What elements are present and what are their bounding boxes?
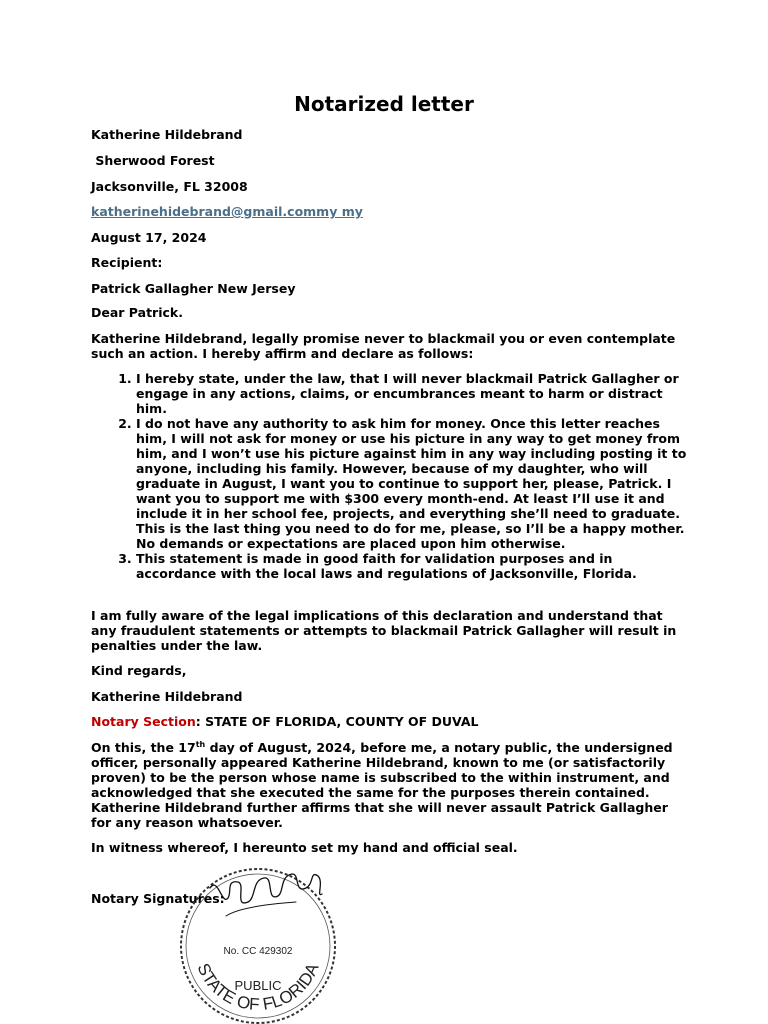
sender-email-link[interactable]: katherinehidebrand@gmail.commy my <box>91 204 363 219</box>
recipient-name: Patrick Gallagher New Jersey <box>91 281 296 296</box>
notary-signature-scribble <box>210 874 322 903</box>
witness-statement: In witness whereof, I hereunto set my hand and official seal. <box>91 840 518 855</box>
notary-body-rest: day of August, 2024, before me, a notary public, the undersigned officer, personally appeared Katherine Hildebrand, known to me (or satisfactorily proven) to be the person whose name is subscribed to the within instrument, and acknowledged that she executed the same for the purposes therein contained. Katherine Hildebrand further affirms that she will never assault Patrick Gallagher for any reason whatsoever. <box>91 740 673 830</box>
sender-city: Jacksonville, FL 32008 <box>91 179 248 194</box>
seal-state-arc: STATE OF FLORIDA <box>193 960 323 1015</box>
seal-public-text: PUBLIC <box>234 978 282 993</box>
sender-name: Katherine Hildebrand <box>91 127 243 142</box>
list-item: 1. I hereby state, under the law, that I will never blackmail Patrick Gallagher or engage in any actions, claims, or encumbrances meant to harm or distract him. <box>136 371 691 416</box>
recipient-label: Recipient: <box>91 255 163 270</box>
notary-section-label: Notary Section <box>91 714 196 729</box>
declaration-list <box>91 371 691 581</box>
list-item: 2. I do not have any authority to ask him for money. Once this letter reaches him, I will not ask for money or use his picture in any way to get money from him, and I won’t use his picture against him in any way including posting it to anyone, including his family. However, because of my daughter, who will graduate in August, I want you to continue to support her, please, Patrick. I want you to support me with $300 every month-end. At least I’ll use it and include it in her school fee, projects, and everything she’ll need to graduate. This is the last thing you need to do for me, please, so I’ll be a happy mother. No demands or expectations are placed upon him otherwise. <box>136 416 691 551</box>
notary-section-heading <box>91 714 479 729</box>
sender-address: Sherwood Forest <box>91 153 215 168</box>
signature-underline <box>226 902 296 916</box>
awareness-paragraph: I am fully aware of the legal implications of this declaration and understand that any fraudulent statements or attempts to blackmail Patrick Gallagher will result in penalties under the law. <box>91 608 677 653</box>
notary-body-start: On this, the 17 <box>91 740 196 755</box>
notary-body-sup: th <box>195 739 206 749</box>
notary-section-value: : STATE OF FLORIDA, COUNTY OF DUVAL <box>195 714 479 729</box>
document-title: Notarized letter <box>294 92 474 116</box>
notary-body-paragraph <box>91 740 691 830</box>
seal-number: No. CC 429302 <box>223 946 293 957</box>
closing: Kind regards, <box>91 663 187 678</box>
notary-signatures-label: Notary Signatures: <box>91 891 225 906</box>
notary-seal-image <box>168 858 348 1024</box>
signature-name: Katherine Hildebrand <box>91 689 243 704</box>
letter-date: August 17, 2024 <box>91 230 207 245</box>
salutation: Dear Patrick. <box>91 305 183 320</box>
list-item: 3. This statement is made in good faith for validation purposes and in accordance with the local laws and regulations of Jacksonville, Florida. <box>136 551 691 581</box>
intro-paragraph: Katherine Hildebrand, legally promise never to blackmail you or even contemplate such an action. I hereby affirm and declare as follows: <box>91 331 676 361</box>
